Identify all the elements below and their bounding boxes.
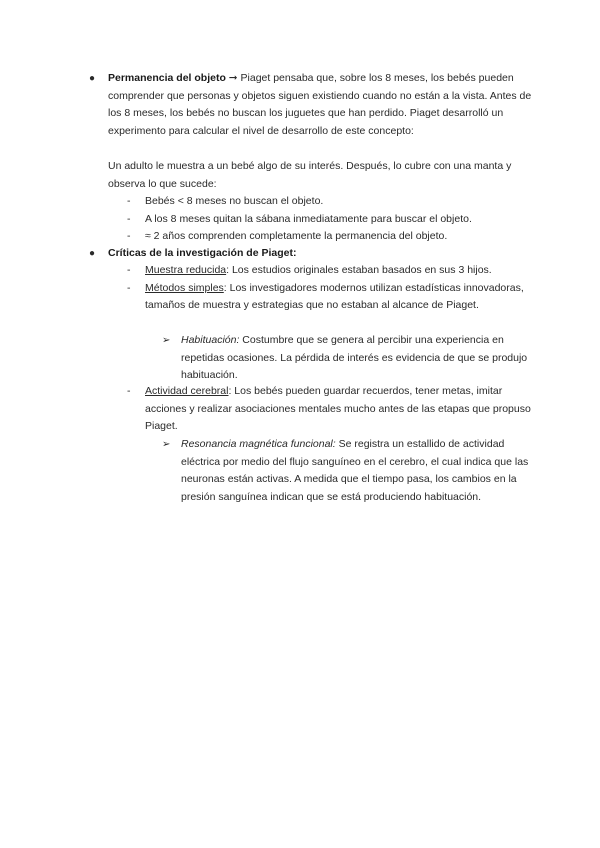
arrowhead-icon: ➢	[162, 335, 171, 346]
resonancia-term: Resonancia magnética funcional:	[181, 438, 336, 450]
resonancia-item	[162, 436, 536, 506]
list-item-actividad	[127, 383, 537, 436]
resonancia-text: Se registra un estallido de actividad eléctrica por medio del flujo sanguíneo en el cerebro, el cual indica que las neuronas están activas. A medida que el tiempo pasa, los cambios en la presión sanguínea indican que se está produciendo habituación.	[181, 438, 529, 503]
dash-marker: -	[127, 212, 131, 225]
muestra-term: Muestra reducida	[145, 264, 227, 276]
list-item: - Bebés < 8 meses no buscan el objeto.	[145, 193, 537, 211]
list-item: - ≈ 2 años comprenden completamente la permanencia del objeto.	[145, 228, 537, 246]
dash-marker: -	[127, 264, 131, 276]
metodos-text: : Los investigadores modernos utilizan estadísticas innovadoras, tamaños de muestra y estrategias que no estaban al alcance de Piaget.	[145, 281, 524, 312]
habituacion-text: Costumbre que se genera al percibir una experiencia en repetidas ocasiones. La pérdida de interés es evidencia de que se produjo habituación.	[181, 334, 528, 382]
permanencia-list	[127, 193, 537, 246]
experiment-paragraph-block	[108, 158, 536, 193]
arrowhead-icon: ➢	[162, 439, 171, 450]
bullet-icon: ●	[89, 248, 96, 259]
experiment-paragraph: Un adulto le muestra a un bebé algo de su interés. Después, lo cubre con una manta y observa lo que sucede:	[108, 160, 512, 190]
dash-marker: -	[127, 195, 131, 207]
dash-marker: -	[127, 230, 131, 243]
criticas-list-part2	[127, 383, 537, 436]
actividad-text: : Los bebés pueden guardar recuerdos, tener metas, imitar acciones y realizar asociaciones mentales mucho antes de las etapas que propuso Piaget.	[145, 385, 531, 433]
list-item-metodos	[127, 280, 537, 315]
dash-marker: -	[127, 385, 131, 397]
bullet-icon: ●	[89, 73, 96, 84]
actividad-term: Actividad cerebral	[145, 385, 229, 397]
dash-marker: -	[127, 281, 131, 294]
habituacion-term: Habituación:	[181, 334, 240, 346]
permanencia-paragraph	[108, 70, 536, 140]
muestra-text: : Los estudios originales estaban basados en sus 3 hijos.	[226, 264, 492, 276]
metodos-term: Métodos simples	[145, 281, 224, 294]
section-permanencia	[89, 70, 536, 140]
habituacion-item	[162, 332, 536, 385]
criticas-title: Críticas de la investigación de Piaget:	[108, 247, 297, 259]
criticas-list-part1	[127, 262, 537, 315]
list-item: - A los 8 meses quitan la sábana inmediatamente para buscar el objeto.	[145, 211, 537, 229]
permanencia-title: Permanencia del objeto	[108, 72, 226, 84]
permanencia-intro: Piaget pensaba que, sobre los 8 meses, los bebés pueden comprender que personas y objetos siguen existiendo cuando no están a la vista. Antes de los 8 meses, los bebés no buscan los juguetes que han perdido. Piaget desarrolló un experimento para calcular el nivel de desarrollo de este concepto:	[108, 72, 532, 137]
section-criticas	[89, 245, 536, 263]
list-item-muestra	[127, 262, 537, 280]
arrow-right-icon: ➞	[228, 72, 238, 84]
